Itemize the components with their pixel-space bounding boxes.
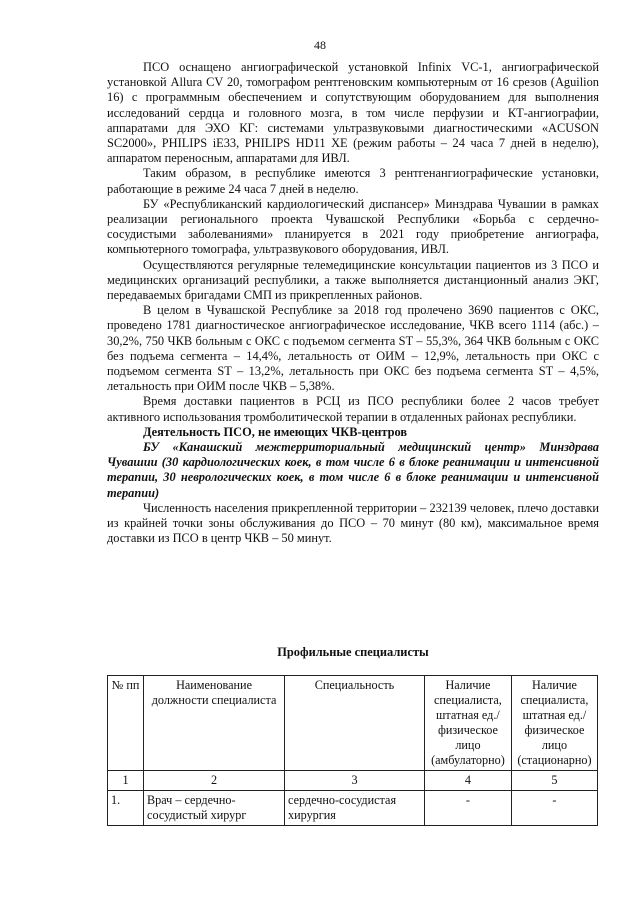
section-heading: Деятельность ПСО, не имеющих ЧКВ-центров [143,424,408,439]
column-number: 2 [144,771,285,791]
column-number: 3 [285,771,425,791]
paragraph-summary: Таким образом, в республике имеются 3 рентгенангиографические установки, работающие в режиме 24 часа 7 дней в неделю. [107,166,599,196]
document-body [107,60,599,547]
paragraph-population: Численность населения прикрепленной территории – 232139 человек, плечо доставки из крайней точки зоны обслуживания до ПСО – 70 минут (80 км), максимальное время доставки из ПСО в центр ЧКВ – 50 минут. [107,500,599,546]
column-number: 5 [511,771,597,791]
paragraph-delivery-time: Время доставки пациентов в РСЦ из ПСО республики более 2 часов требует активного использования тромболитической терапии в отдаленных районах республики. [107,394,599,424]
header-specialty: Специальность [285,676,425,771]
row-number: 1. [108,791,144,826]
table-title: Профильные специалисты [277,645,429,659]
table-numbering-row [108,771,598,791]
paragraph-dispensary: БУ «Республиканский кардиологический диспансер» Минздрава Чувашии в рамках реализации регионального проекта Чувашской Республики «Борьба с сердечно-сосудистыми заболеваниями» планируется в 2021 году приобретение ангиографа, компьютерного томографа, ультразвукового оборудования, ИВЛ. [107,196,599,257]
header-number: № пп [108,676,144,771]
page-number: 48 [314,38,326,52]
paragraph-telemedicine: Осуществляются регулярные телемедицинские консультации пациентов из 3 ПСО и медицинских организаций республики, а также выполняется дистанционный анализ ЭКГ, передаваемых бригадами СМП из прикрепленных районов. [107,257,599,303]
row-specialty: сердечно-сосудистая хирургия [285,791,425,826]
paragraph-statistics: В целом в Чувашской Республике за 2018 год пролечено 3690 пациентов с ОКС, проведено 1781 диагностическое ангиографическое исследование, ЧКВ всего 1114 (абс.) – 30,2%, 750 ЧКВ больным с ОКС с подъемом сегмента ST – 55,3%, 364 ЧКВ больным с ОКС без подъема сегмента – 14,4%, летальность от ОИМ – 12,9%, летальность при ОКС с подъемом сегмента ST – 13,2%, летальность при ОКС без подъема сегмента ST – 4,5%, летальность при ОИМ после ЧКВ – 5,38%. [107,303,599,394]
specialists-table [107,675,598,826]
header-outpatient: Наличие специалиста, штатная ед./физическое лицо (амбулаторно) [424,676,511,771]
paragraph-equipment: ПСО оснащено ангиографической установкой Infinix VC-1, ангиографической установкой Allura CV 20, томографом рентгеновским компьютерным от 16 срезов (Aguilion 16) с программным обеспечением и сопутствующим оборудованием для выполнения исследований сердца и головного мозга, в том числе перфузии и КТ-ангиографии, аппаратами для ЭХО КГ: системами ультразвуковыми диагностическими «ACUSON SC2000», PHILIPS iE33, PHILIPS HD11 XE (режим работы – 24 часа 7 дней в неделю), аппаратом переносным, аппаратами для ИВЛ. [107,60,599,166]
row-inpatient: - [511,791,597,826]
header-inpatient: Наличие специалиста, штатная ед./физическое лицо (стационарно) [511,676,597,771]
header-position: Наименование должности специалиста [144,676,285,771]
table-header-row [108,676,598,771]
institution-description: БУ «Канашский межтерриториальный медицинский центр» Минздрава Чувашии (30 кардиологических коек, в том числе 6 в блоке реанимации и интенсивной терапии, 30 неврологических коек, в том числе 6 в блоке реанимации и интенсивной терапии) [107,440,599,500]
row-position: Врач – сердечно-сосудистый хирург [144,791,285,826]
row-outpatient: - [424,791,511,826]
column-number: 1 [108,771,144,791]
table-row [108,791,598,826]
column-number: 4 [424,771,511,791]
